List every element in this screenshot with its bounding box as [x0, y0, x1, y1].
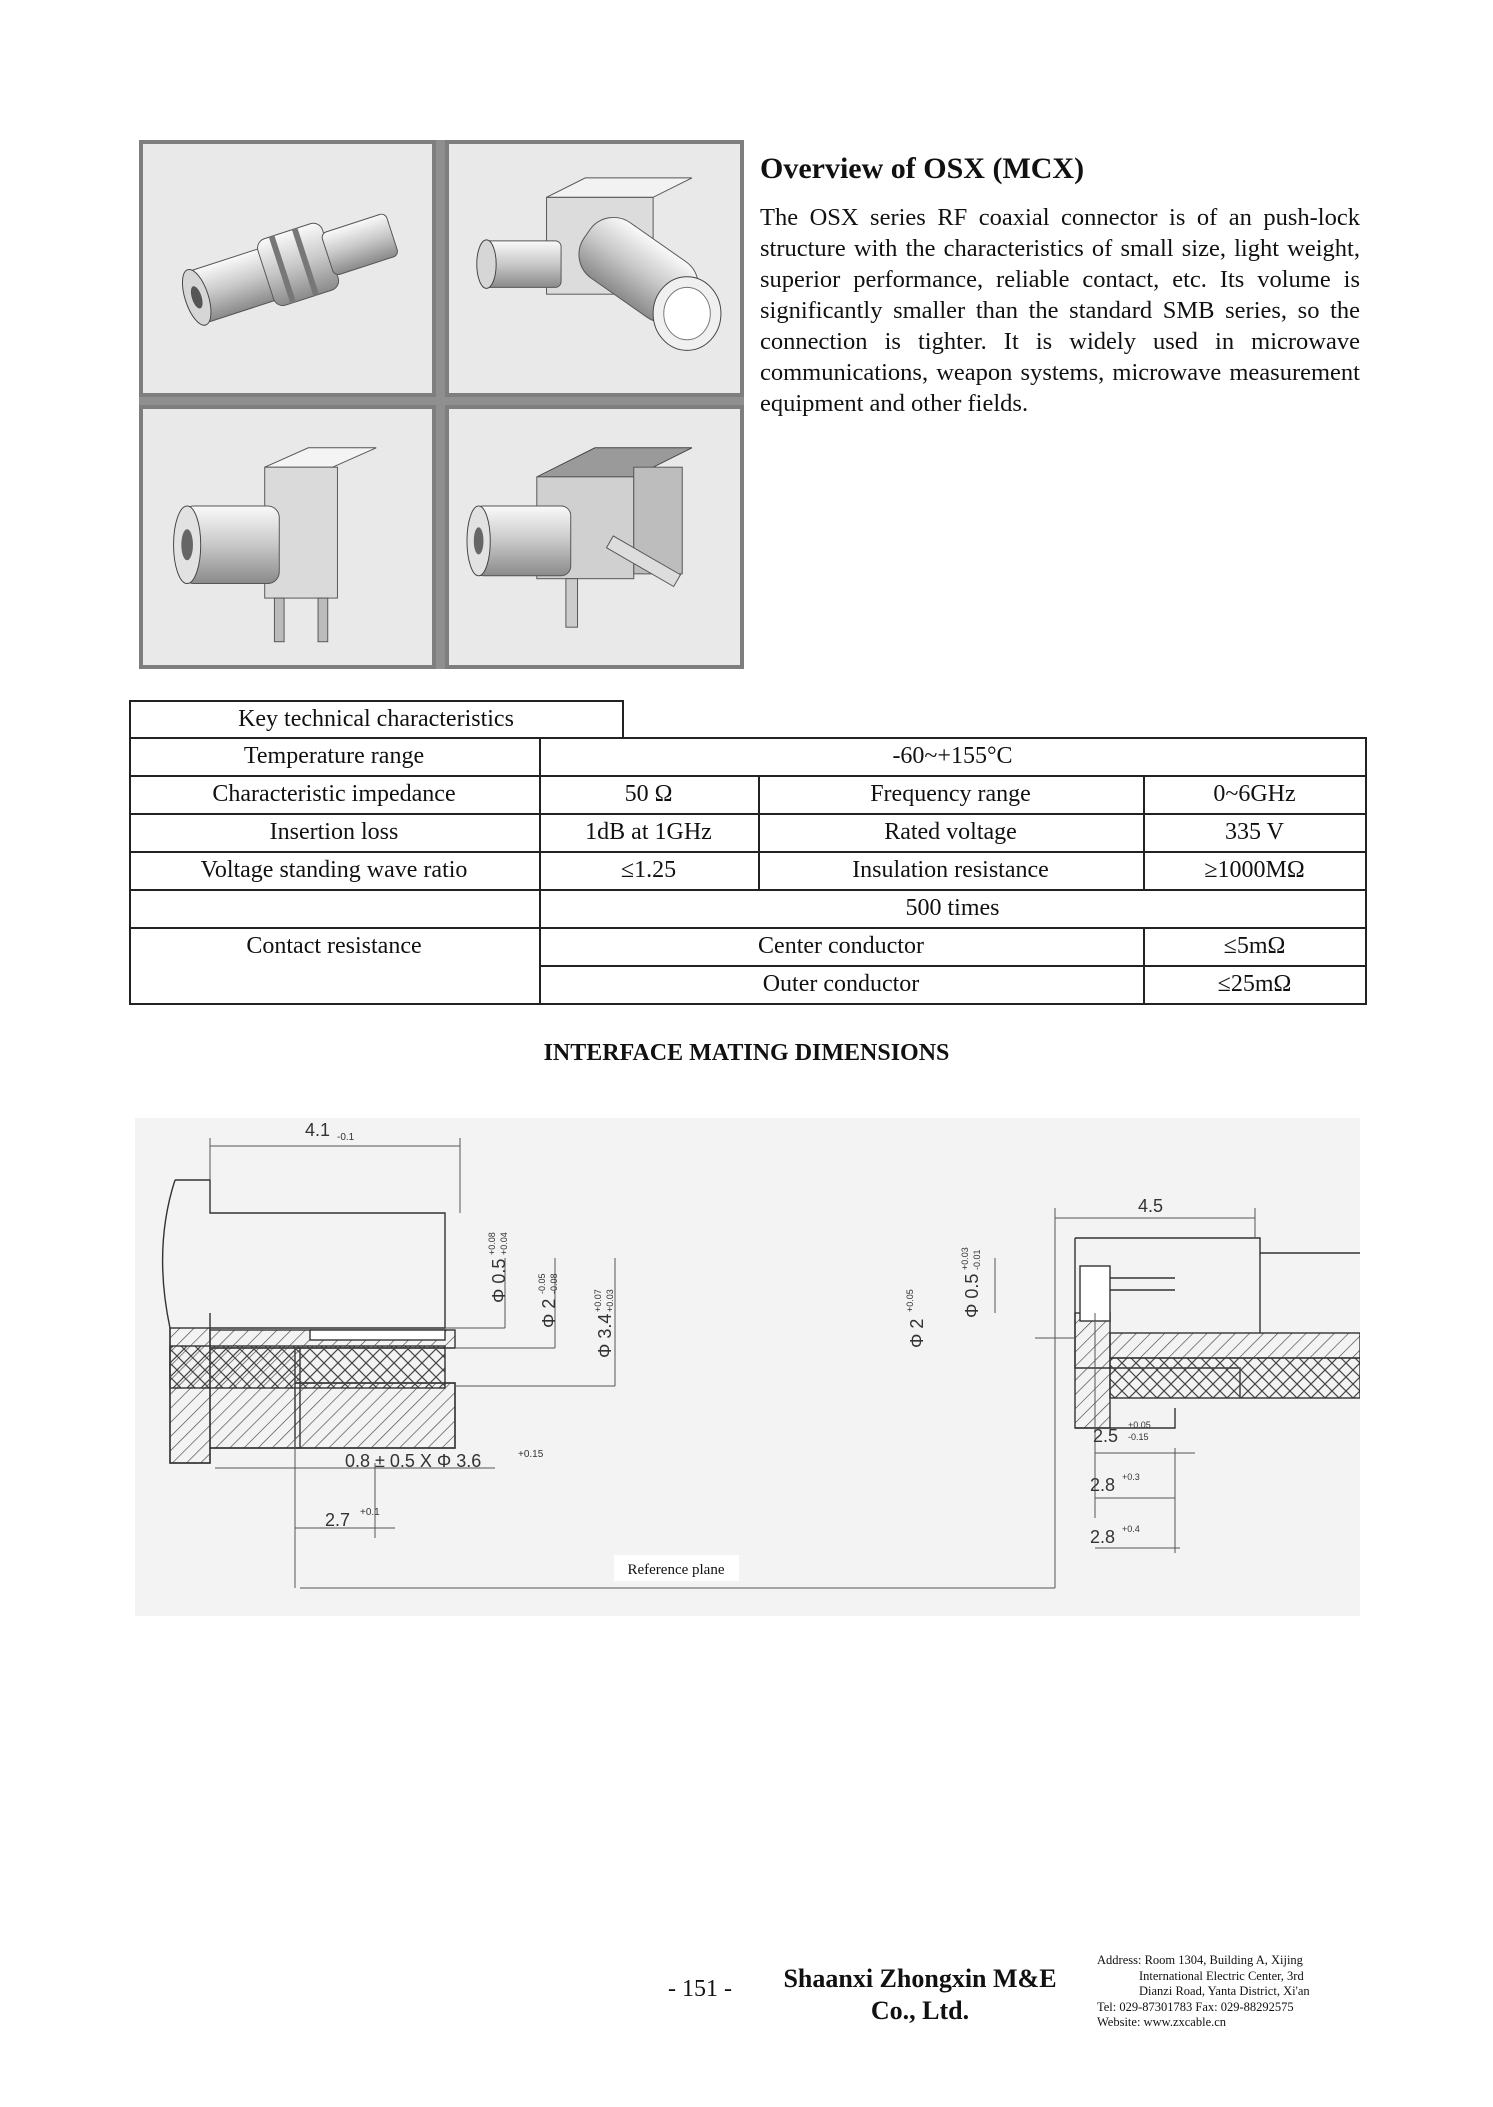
company-name	[770, 1963, 1070, 2027]
dim-2-8-a: 2.8	[1090, 1475, 1116, 1495]
dim-phi34: Φ 3.4	[595, 1313, 615, 1358]
voltage-value: 335 V	[1225, 818, 1284, 845]
dim-phi2-left-tol-dn: -0.08	[549, 1273, 559, 1294]
pcb-straight-jack-photo	[139, 405, 436, 669]
dim-0-8-tol: +0.15	[518, 1449, 544, 1460]
reference-plane-label: Reference plane	[627, 1562, 725, 1578]
dim-2-8-a-tol: +0.3	[1122, 1472, 1140, 1482]
frequency-label: Frequency range	[870, 780, 1031, 807]
pcb-right-angle-jack-photo	[445, 405, 744, 669]
dim-2-7-tol: +0.1	[360, 1507, 380, 1518]
vswr-label: Voltage standing wave ratio	[200, 856, 468, 883]
vswr-value: ≤1.25	[620, 856, 677, 883]
overview-body: The OSX series RF coaxial connector is of an push-lock structure with the characteristics of small size, light weight, superior performance, reliable contact, etc. Its volume is significantly smaller than the standard SMB series, so the connection is tighter. It is widely used in microwave communications, weapon systems, microwave measurement equipment and other fields.	[760, 204, 1360, 417]
dim-4-1-tol: -0.1	[337, 1132, 355, 1143]
dim-phi34-tol-up: +0.07	[593, 1289, 603, 1312]
company-line-2: Co., Ltd.	[870, 1996, 970, 2025]
company-line-1: Shaanxi Zhongxin M&E	[783, 1964, 1057, 1993]
drawing-title: INTERFACE MATING DIMENSIONS	[543, 1040, 950, 1066]
dim-phi2-left: Φ 2	[539, 1298, 559, 1328]
dim-phi05-left: Φ 0.5	[489, 1258, 509, 1303]
company-address	[1097, 1953, 1357, 2031]
insulation-value: ≥1000MΩ	[1204, 856, 1305, 883]
address-line: Dianzi Road, Yanta District, Xi'an	[1139, 1984, 1310, 1998]
dim-phi05-right: Φ 0.5	[962, 1273, 982, 1318]
frequency-value: 0~6GHz	[1213, 780, 1296, 807]
center-conductor-label: Center conductor	[758, 932, 924, 959]
dim-2-8-b-tol: +0.4	[1122, 1524, 1140, 1534]
straight-plug-photo	[139, 140, 436, 397]
overview-title: Overview of OSX (MCX)	[760, 152, 1085, 185]
dim-4-1: 4.1	[305, 1120, 331, 1140]
right-angle-jack-photo	[445, 140, 744, 397]
outer-conductor-label: Outer conductor	[762, 970, 920, 997]
dim-2-5: 2.5	[1093, 1426, 1119, 1446]
contact-line: Tel: 029-87301783 Fax: 029-88292575	[1097, 1999, 1294, 2014]
voltage-label: Rated voltage	[884, 818, 1017, 845]
insertion-label: Insertion loss	[269, 818, 399, 845]
dim-2-5-tol-dn: -0.15	[1128, 1432, 1149, 1442]
dim-phi05-right-tol-up: +0.03	[960, 1247, 970, 1270]
interface-dimension-drawing	[135, 1118, 1360, 1616]
dim-2-5-tol-up: +0.05	[1128, 1420, 1151, 1430]
page-number: - 151 -	[668, 1976, 732, 2002]
impedance-value: 50 Ω	[624, 780, 673, 807]
dim-phi2-left-tol-up: -0.05	[537, 1273, 547, 1294]
dim-phi05-right-tol-dn: -0.01	[972, 1249, 982, 1270]
website-line: Website: www.zxcable.cn	[1097, 2015, 1227, 2029]
spec-header: Key technical characteristics	[238, 705, 514, 732]
dim-2-8-b: 2.8	[1090, 1527, 1116, 1547]
dim-phi05-left-tol-up: +0.08	[487, 1232, 497, 1255]
spec-table	[129, 700, 1366, 1005]
contact-label: Contact resistance	[246, 932, 422, 959]
dim-phi2-right: Φ 2	[907, 1318, 927, 1348]
outer-conductor-value: ≤25mΩ	[1217, 970, 1292, 997]
dim-phi34-tol-dn: +0.03	[605, 1289, 615, 1312]
product-photo-grid	[139, 140, 744, 669]
dim-0-8: 0.8 ± 0.5 X Φ 3.6	[345, 1451, 482, 1471]
dim-phi2-right-tol: +0.05	[905, 1289, 915, 1312]
durability-value: 500 times	[905, 894, 1000, 921]
address-line: Address: Room 1304, Building A, Xijing	[1097, 1953, 1303, 1967]
center-conductor-value: ≤5mΩ	[1223, 932, 1286, 959]
address-line: International Electric Center, 3rd	[1139, 1968, 1304, 1983]
dim-4-5: 4.5	[1138, 1196, 1164, 1216]
dim-2-7: 2.7	[325, 1510, 351, 1530]
temperature-label: Temperature range	[243, 742, 425, 769]
dim-phi05-left-tol-dn: +0.04	[499, 1232, 509, 1255]
temperature-value: -60~+155°C	[892, 742, 1013, 769]
insulation-label: Insulation resistance	[852, 856, 1049, 883]
impedance-label: Characteristic impedance	[212, 780, 456, 807]
insertion-value: 1dB at 1GHz	[585, 818, 712, 845]
